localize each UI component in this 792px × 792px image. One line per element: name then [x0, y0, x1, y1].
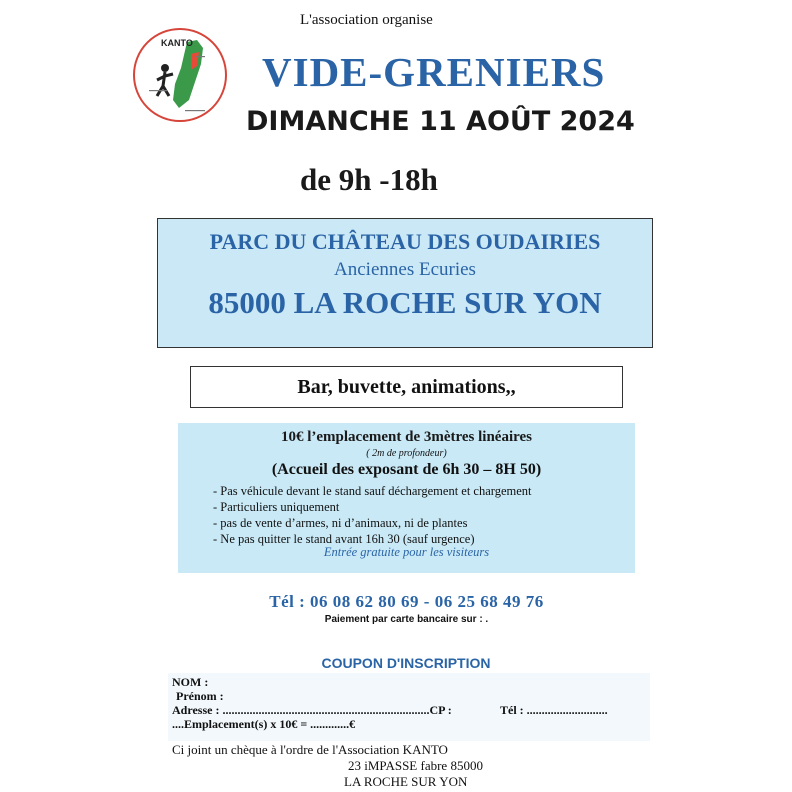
- coupon-title: COUPON D'INSCRIPTION: [321, 655, 491, 671]
- address-line-1: 23 iMPASSE fabre 85000: [348, 758, 483, 773]
- rules-list: [213, 483, 532, 547]
- coupon-address-field: Adresse : .....................................................................CP :: [172, 703, 452, 717]
- location-city: 85000 LA ROCHE SUR YON: [208, 285, 602, 320]
- logo-text: KANTO: [161, 38, 193, 48]
- location-subtitle: Anciennes Ecuries: [334, 259, 476, 280]
- phone-numbers: Tél : 06 08 62 80 69 - 06 25 68 49 76: [269, 592, 544, 611]
- depth-note: ( 2m de profondeur): [366, 448, 447, 459]
- coupon-slots-field: ....Emplacement(s) x 10€ = .............€: [172, 717, 356, 731]
- location-box: [157, 218, 653, 348]
- event-title: VIDE-GRENIERS: [262, 49, 606, 95]
- contact-area: [178, 580, 635, 642]
- coupon-prenom-field: Prénom :: [176, 689, 224, 703]
- coupon-tel-field: Tél : ...........................: [500, 703, 608, 717]
- price-line: 10€ l’emplacement de 3mètres linéaires: [280, 429, 533, 445]
- rule-item: - pas de vente d’armes, ni d’animaux, ni de plantes: [213, 516, 468, 530]
- free-entry-note: Entrée gratuite pour les visiteurs: [323, 545, 490, 559]
- location-name: PARC DU CHÂTEAU DES OUDAIRIES: [209, 229, 601, 254]
- rule-item: - Ne pas quitter le stand avant 16h 30 (sauf urgence): [213, 532, 475, 546]
- rule-item: - Pas véhicule devant le stand sauf déchargement et chargement: [213, 484, 532, 498]
- event-date: DIMANCHE 11 AOÛT 2024: [246, 106, 635, 137]
- association-logo: [133, 28, 227, 122]
- address-line-2: LA ROCHE SUR YON: [344, 774, 468, 789]
- coupon-nom-field: NOM :: [172, 675, 209, 689]
- coupon-form: [168, 673, 650, 741]
- payment-note: Paiement par carte bancaire sur : .: [324, 614, 489, 625]
- conditions-box: [178, 423, 635, 573]
- intro-text: L'association organise: [300, 12, 433, 28]
- event-hours: de 9h -18h: [300, 162, 438, 197]
- cheque-instruction: Ci joint un chèque à l'ordre de l'Association KANTO: [172, 742, 448, 757]
- exhibitor-welcome-hours: (Accueil des exposant de 6h 30 – 8H 50): [271, 461, 542, 478]
- rule-item: - Particuliers uniquement: [213, 500, 340, 514]
- amenities-box: Bar, buvette, animations,,: [190, 366, 623, 408]
